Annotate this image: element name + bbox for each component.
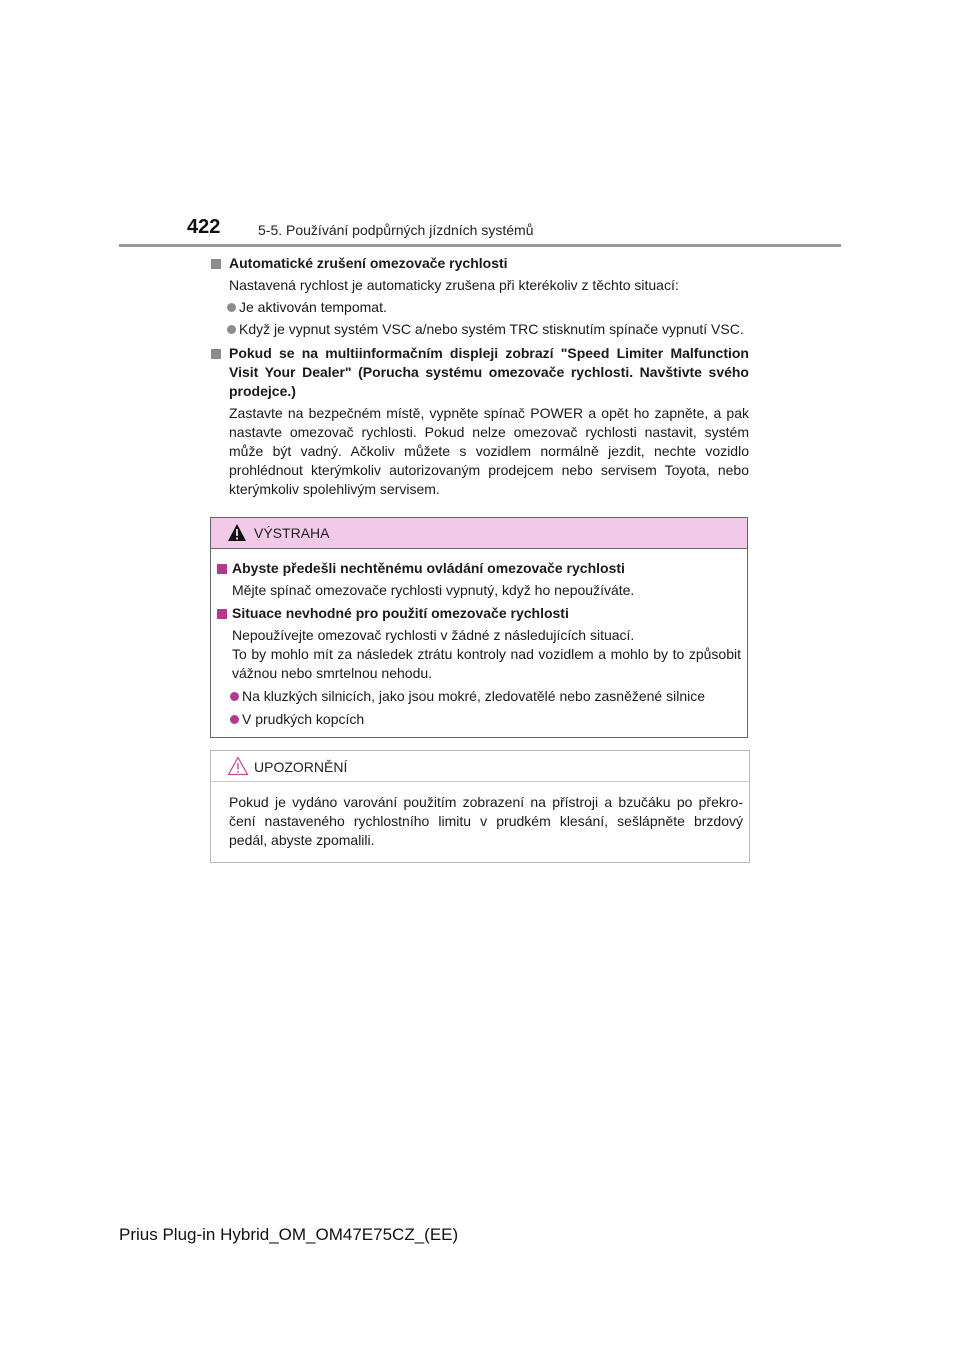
square-bullet-icon [211,349,221,359]
round-bullet-icon [230,692,239,701]
list-item [211,298,749,317]
list-item-text: V prudkých kopcích [242,711,365,727]
paragraph: Mějte spínač omezovače rychlosti vypnutý, když ho nepoužíváte. [232,582,635,598]
warning-header [211,518,747,549]
warning-item-heading [217,604,741,623]
heading-text: Abyste předešli nechtěnému ovládání omezovače rychlosti [232,560,625,576]
section-malfunction [211,344,749,499]
caution-header [211,751,749,782]
paragraph: Nastavená rychlost je automaticky zrušena při kterékoliv z těchto situací: [229,277,679,293]
warning-item-heading [217,559,741,578]
round-bullet-icon [227,325,236,334]
list-item [217,710,741,729]
list-item-text: Je aktivován tempomat. [239,299,387,315]
round-bullet-icon [227,303,236,312]
header-divider [119,244,841,247]
warning-box [210,517,748,738]
square-bullet-icon [217,564,227,574]
warning-triangle-icon [227,523,247,542]
section-auto-cancel [211,254,749,339]
paragraph: Zastavte na bezpečném místě, vypněte spínač POWER a opět ho zapněte, a pak nastavte omezovač rychlosti. Pokud nelze omezovač rychlosti nastavit, systém může být vadný. Ačkoliv můžete s vozidlem normálně jezdit, nechte vozidlo prohlédnout kterýmkoliv autorizovaným prodejcem nebo servisem Toyota, nebo kterýmkoliv spolehlivým servisem. [229,405,749,497]
section-heading [211,254,749,273]
list-item [217,687,741,706]
warning-label: VÝSTRAHA [254,525,330,541]
page-number: 422 [187,216,221,238]
list-item [211,320,749,339]
caution-box [210,750,750,863]
footer-document-id: Prius Plug-in Hybrid_OM_OM47E75CZ_(EE) [119,1225,459,1244]
square-bullet-icon [211,259,221,269]
heading-text: Automatické zrušení omezovače rychlosti [229,255,508,271]
list-item-text: Když je vypnut systém VSC a/nebo systém TRC stisknutím spínače vypnutí VSC. [239,321,744,337]
paragraph: To by mohlo mít za následek ztrátu kontroly nad vozidlem a mohlo by to způsobit vážnou nebo smrtelnou nehodu. [232,646,741,681]
caution-triangle-icon [227,756,249,776]
round-bullet-icon [230,715,239,724]
main-content [211,254,749,504]
warning-body [211,549,747,729]
caution-label: UPOZORNĚNÍ [254,759,348,775]
list-item-text: Na kluzkých silnicích, jako jsou mokré, zledovatělé nebo zasněžené silnice [242,688,706,704]
caution-text: Pokud je vydáno varování použitím zobrazení na přístroji a bzučáku po překro-čení nastaveného rychlostního limitu v prudkém klesání, sešlápněte brzdový pedál, abyste zpomalili. [229,794,743,848]
heading-text: Pokud se na multiinformačním displeji zobrazí "Speed Limiter Malfunction Visit Your Dealer" (Porucha systému omezovače rychlosti. Navštivte svého prodejce.) [229,345,749,399]
section-title: 5-5. Používání podpůrných jízdních systémů [258,222,534,238]
paragraph: Nepoužívejte omezovač rychlosti v žádné z následujících situací. [232,627,635,643]
section-heading [211,344,749,401]
heading-text: Situace nevhodné pro použití omezovače rychlosti [232,605,569,621]
square-bullet-icon [217,609,227,619]
